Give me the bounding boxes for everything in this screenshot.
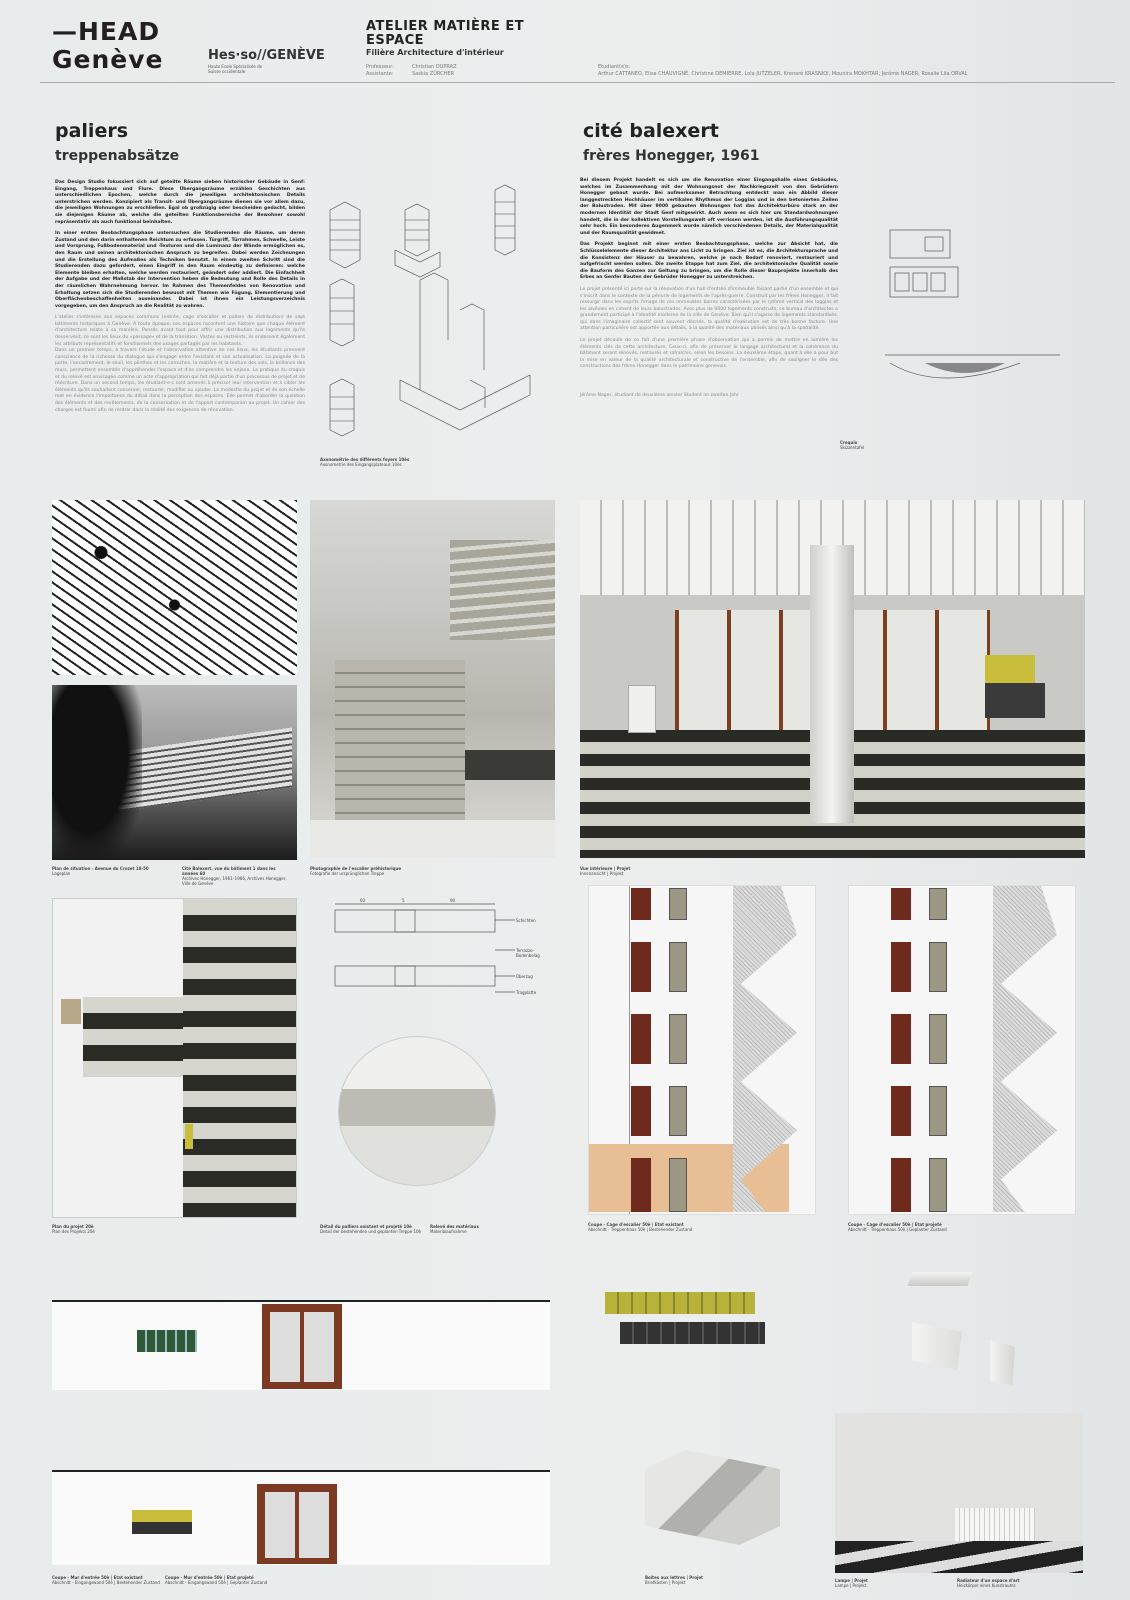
header-divider: [40, 82, 1115, 83]
caption-stair-photo: Photographie de l'escalier préhistorique Fotografie der ursprünglichen Treppe: [310, 866, 402, 876]
concrete-column: [810, 545, 854, 823]
right-subtitle: frères Honegger, 1961: [583, 148, 760, 164]
right-para-fr-2: Le projet découle de ce fait d'une première phase d'observation qui a permis de mettre en lumière les éléments clés de cette architecture. Ceux-ci, afin de préserver le langage architectural et la cohérence du bâtiment seront rénovés, restaurés et rafraîchis, selon les besoins. La deuxième étape, quant à elle a pour but la mise en valeur de la qualité architecturale et constructive de l'ensemble, afin de souligner le rôle des constructions des frères Honegger dans le patrimoine genevois.: [580, 338, 838, 370]
caption-section-project: Coupe - Cage d'escalier 50è | Etat projeté Abschnitt - Treppenhaus 50è | Geplanter Zustand: [848, 1222, 947, 1232]
caption-axonometry: Axonométrie des différents foyers 10ès Axonometrie des Eingangsplateaus 10ès: [320, 457, 410, 467]
site-plan-map: [52, 500, 297, 675]
atelier-title: ATELIER MATIÈRE ET ESPACE: [366, 19, 525, 48]
floor-dark: [465, 750, 555, 780]
staff-block: Professeur: Christian DUPRAZ Assistante: Saskia ZÜRCHER: [366, 64, 457, 77]
left-subtitle: treppenabsätze: [55, 148, 180, 164]
left-para-de-2: In einer ersten Beobachtungsphase untersuchen die Studierenden die Räume, um deren Zustand und den darin enthaltenen Reichtum zu erfassen. Türgriff, Türrahmen, Schwelle, Leiste und Vorsprung, Fußbodenmaterial und -Texturen und die Luminanz der Wände ermöglichen es, den Raum und seinen architektonischen Anspruch zu begreifen. Dabei werden Zeichnungen und die Erstellung des Aufmaßes als Techniken benutzt. In einem zweiten Schritt sind die Studierenden dazu gefordert, einen Eingriff in den Raum eindeutig zu definieren: welche Elemente bleiben erhalten, welche werden restauriert, geändert oder addiert. Die Einfachheit der Aufgabe und der Maßstab der Intervention heben die Bedeutung und Rolle des Details in der räumlichen Wahrnehmung hervor. Im Rahmen des Themenfeldes von Renovation und Erhaltung setzen sich die Studierenden bewusst mit Themen wie Fügung, Elementierung und Oberflächenbeschaffenheiten auseinander. Dabei ist ihnen ein Leistungsverzeichnis vorgegeben, um den Anspruch an die Realität zu wahren.: [55, 231, 305, 309]
caption-cite-photo: Cité Balexert, vue du bâtiment 1 dans les années 60 Archives Honegger, 1961–1966, Archives Honegger, Ville de Genève: [182, 866, 287, 886]
caption-elev-existing: Coupe - Mur d'entrée 50è | Etat existant Abschnitt - Eingangswand 50è | Bestehender Zustand: [52, 1575, 160, 1585]
mailbox-green: [137, 1330, 197, 1352]
elevation-project: [52, 1470, 550, 1565]
sketch-icon: [885, 225, 1065, 395]
caption-croquis: Croquis Skizzentafel: [840, 440, 865, 450]
students-block: Etudiant(e)s: Arthur CATTANEO, Elise CHAUVIGNÉ, Christine DEMIERRE, Lola JUTZELER, Krenaré KRASNIQI, Mounira MOKHTAR, Jérôme NAGER, Rosalie Lila ORVAL: [598, 64, 1098, 78]
assistant-name: Saskia ZÜRCHER: [412, 71, 454, 77]
stair-photo: [310, 500, 555, 858]
detail-section-icon: [320, 898, 540, 1008]
students-list: Arthur CATTANEO, Elise CHAUVIGNÉ, Christine DEMIERRE, Lola JUTZELER, Krenaré KRASNIQI, Mounira MOKHTAR, Jérôme NAGER, Rosalie Lila ORVAL: [598, 71, 968, 77]
section-project: [848, 885, 1076, 1215]
mailbox-row-yellow: [605, 1292, 755, 1314]
plan-mailbox: [185, 1124, 193, 1149]
hesso-subtitle: Haute Ecole Spécialisée de Suisse occidentale: [208, 64, 263, 74]
plan-landing: [83, 997, 183, 1077]
caption-site-plan: Plan de situation - Avenue du Crozet 18-50 Lageplan: [52, 866, 149, 876]
lamp-model-1: [907, 1272, 972, 1286]
right-title: cité balexert: [583, 120, 719, 142]
filiere-label: Filière Architecture d'intérieur: [366, 48, 504, 57]
author-credit: Jérôme Nager, étudiant de deuxième année/ Student im zweiten Jahr: [580, 393, 739, 399]
left-para-fr-1: L'atelier s'intéresse aux espaces communs (entrée, cage d'escalier et paliers de distribution) de sept bâtiments historiques à Genève. A toute époque, ces espaces racontent une histoire que chaque élément d'architecture relate à sa manière. Pensés avant tout pour offrir une distribution aux logements qu'ils desservent, ce sont les lieux du «passage» et de la transition. Vastes ou restreints, ils endossent également les attributs représentatifs et fonctionnels des usages partagés par les habitants.: [55, 315, 305, 347]
plan-terrazzo: [183, 899, 297, 1218]
caption-plan: Plan du projet 20è Plan des Projekts 20è: [52, 1224, 95, 1234]
professor-name: Christian DUPRAZ: [412, 64, 457, 70]
detail-circle-view: [338, 1036, 496, 1186]
mailbox-row-dark: [620, 1322, 765, 1344]
hall-render: [580, 500, 1085, 858]
tree-silhouette: [52, 685, 142, 860]
radiator-icon: [955, 1508, 1035, 1544]
hesso-logo: Hes·so//GENÈVE: [208, 48, 325, 63]
section-existing: [588, 885, 816, 1215]
caption-detail: Détail du palliers existant et projeté 10è Detail der bestehenden und geplanten Treppe 10è: [320, 1224, 422, 1234]
caption-section-existing: Coupe - Cage d'escalier 50è | Etat existant Abschnitt - Treppenhaus 50è | Bestehender Zustand: [588, 1222, 693, 1232]
radiator-room-render: [835, 1413, 1083, 1573]
lamp-model-2: [912, 1322, 962, 1370]
left-title: paliers: [55, 120, 129, 142]
right-para-fr-1: Le projet présenté ici porte sur la rénovation d'un hall d'entrée d'immeuble faisant partie d'un ensemble et qui s'inscrit dans le contexte de la pénurie de logements de l'après-guerre. Construit par les frères Honegger, il fait ressurgir dans les esprits l'image de ces immeubles barres caractérisées par le rythme vertical des loggias et les alvéoles en ciment de leurs balustrades. Avec plus de 9000 logements construits, ce bureau d'architectes a grandement participé à l'identité moderne de la ville de Genève. Bien qu'il s'agisse de logements standardisés, qui dans l'imaginaire collectif sont souvent décriés, la qualité d'exécution est de très bonne facture. Une attention particulière est apportée aux détails, à la qualité des matériaux utilisés ainsi qu'à la spatialité.: [580, 286, 838, 332]
head-geneve-logo: —HEAD Genève: [52, 17, 164, 74]
plan-element: [61, 999, 81, 1024]
door-1: [631, 888, 651, 920]
caption-lamp: Lampe | Projet Lampe | Projekt: [835, 1578, 868, 1588]
caption-boxes: Boîtes aux lettres | Projet Briefkästen | Projekt: [645, 1575, 703, 1585]
cite-balexert-photo: [52, 685, 297, 860]
detail-drawing: 60 5 90 Schichten Terrazzo-Bodenbelag Überzug Tragplatte: [320, 898, 540, 1008]
croquis-sketches: [885, 225, 1065, 395]
caption-elev-project: Coupe - Mur d'entrée 50è | Etat projeté Abschnitt - Eingangswand 50è | Geplanter Zustand: [165, 1575, 268, 1585]
mailbox-yellow: [985, 655, 1035, 683]
right-para-de-2: Das Projekt beginnt mit einer ersten Beobachtungsphase, welche zur Absicht hat, die Schlüsselelemente dieser Architektur ans Licht zu bringen. Ziel ist es, die Architektursprache und die Konsistenz der Häuser zu bewahren, welche je nach Bedarf renoviert, restauriert und aufgefrischt werden sollen. Die zweite Etappe hat zum Ziel, die architektonische Qualität sowie die Bauform des Ganzen zur Geltung zu bringen, um die Rolle dieser Bauprojekte innerhalb des Erbes an Genfer Bauten der Gebrüder Honegger zu unterstreichen.: [580, 242, 838, 281]
elevation-existing: [52, 1300, 550, 1390]
mailbox-3d-model: [645, 1450, 780, 1545]
lamp-model-3: [990, 1340, 1015, 1385]
caption-hall-render: Vue intérieure | Projet Innenansicht | Projekt: [580, 866, 631, 876]
caption-materials: Relevé des matériaux Materialaufnahme: [430, 1224, 479, 1234]
radiator: [628, 685, 656, 733]
floor-tiles: [310, 820, 555, 858]
upper-flight: [450, 540, 555, 640]
project-plan: [52, 898, 297, 1218]
mailbox-dark: [985, 683, 1045, 718]
left-text-column: [55, 180, 305, 414]
caption-radiator: Radiateur d'un espace d'art Heizkörper eines Kunstraums: [957, 1578, 1020, 1588]
right-text-column: [580, 178, 838, 400]
right-para-de-1: Bei diesem Projekt handelt es sich um die Renovation einer Eingangshalle eines Gebäudes, welches im Zusammenhang mit der Wohnungsnot der Nachkriegszeit von den Gebrüdern Honegger gebaut wurde. Bei aufmerksamer Betrachtung entdeckt man ein Abbild dieser langgestreckten Hochhäuser im vertikalen Rhythmus der Loggias und in den betonierten Zellen der Balustraden. Mit über 9000 gebauten Wohnungen hat das Architekturbüro stark an der modernen Identität der Stadt Genf mitgewirkt. Auch wenn es sich hier um Standardwohnungen handelt, die in der kollektiven Vorstellungswelt oft verrissen werden, ist die Ausführungsqualität sehr hoch. Ein besonderes Augenmerk wurde nämlich verschiedenen Details, der Materialqualität und der Raumqualität gewidmet.: [580, 178, 838, 236]
axonometry-icon: [320, 180, 560, 450]
left-para-fr-2: Dans un premier temps, à travers l'étude et l'observation attentive de ces lieux, les étudiants prennent conscience de la richesse du dialogue qui s'engage entre l'existant et son actualisation. La poignée de la porte, l'encadrement, le seuil, les plinthes et les corniches, la matière et la texture des sols, la brillance des murs, permettent ensemble d'appréhender l'espace et d'en comprendre les enjeux. La pratique du croquis et du relevé est envisagée comme un acte d'appropriation qui fait déjà partie d'un processus de projet et de réécriture. Dans un second temps, les étudiant-e-s sont amenés à préciser leur intervention et à cibler les éléments qu'ils souhaitent conserver, restaurer, modifier ou ajouter. La modestie du projet et de son échelle met en évidence l'importance du détail dans la perception des espaces. Elle permet d'aborder la question des éléments et des revêtements, de la conservation et de l'apport contemporain au projet. Un cahier des charges est fourni afin de rentrer dans la réalité des exigences de rénovation.: [55, 348, 306, 413]
left-para-de-1: Das Design Studio fokussiert sich auf geteilte Räume sieben historischer Gebäude in Genf: Eingang, Treppenhaus und Flure. Diese Übergangsräume erzählen Geschichten aus unterschiedlichen Epochen, welche durch die jeweiligen architektonischen Details unterstrichen werden. Konzipiert als Transit- und Übergangsräume dienen sie vor allem dazu, die jeweiligen Wohnungen zu erschließen. Egal ob großzügig oder bescheiden gedacht, bilden sie diejenigen Räume ab, welche die geteilten Funktionsbereiche der Bewohner sowohl repräsentativ als auch funktional beinhalten.: [55, 180, 305, 225]
axonometry-drawings: [320, 180, 560, 450]
